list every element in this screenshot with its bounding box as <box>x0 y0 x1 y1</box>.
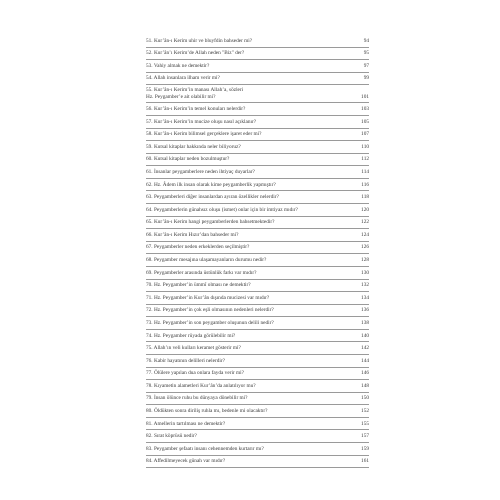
toc-entry-title <box>146 50 369 56</box>
toc-entry <box>146 254 369 267</box>
toc-entry-title <box>146 207 369 213</box>
toc-entry-title <box>146 395 369 401</box>
toc-entry-page-number: 152 <box>361 407 369 414</box>
toc-entry-title-line: 67. Peygamberler neden erkeklerden seçilmiştir? <box>146 244 250 251</box>
toc-entry-title <box>146 257 369 263</box>
toc-entry-title-line: 77. Ölülere yapılan dua onlara fayda verir mi? <box>146 370 244 377</box>
toc-entry <box>146 35 369 48</box>
toc-entry <box>146 405 369 418</box>
toc-entry-title-line: 84. Affedilmeyecek günah var mıdır? <box>146 458 226 465</box>
toc-entry <box>146 430 369 443</box>
toc-entry-page-number: 97 <box>363 62 369 69</box>
toc-entry <box>146 443 369 456</box>
toc-entry-title <box>146 358 369 364</box>
toc-entry-title <box>146 63 369 69</box>
toc-entry <box>146 280 369 293</box>
toc-entry <box>146 242 369 255</box>
toc-entry-title <box>146 169 369 175</box>
toc-entry-title <box>146 333 369 339</box>
toc-entry-page-number: 132 <box>361 282 369 289</box>
toc-entry-page-number: 144 <box>361 357 369 364</box>
toc-entry-title-line: Hz. Peygamber’e ait olabilir mi? <box>146 93 216 100</box>
toc-entry-page-number: 114 <box>361 168 369 175</box>
toc-entry-title-line: 81. Amellerin tartılması ne demektir? <box>146 420 226 427</box>
toc-entry-page-number: 103 <box>361 106 369 113</box>
toc-entry-title-line: 60. Kutsal kitaplar neden bozulmuştur? <box>146 156 230 163</box>
toc-entry <box>146 305 369 318</box>
toc-entry-title-line: 55. Kur’ân-ı Kerim’in manası Allah’a, sözleri <box>146 87 244 94</box>
toc-entry-title <box>146 119 369 125</box>
toc-entry-title-line: 59. Kutsal kitaplar hakkında neler biliyoruz? <box>146 143 241 150</box>
toc-entry <box>146 217 369 230</box>
toc-entry-title <box>146 282 369 288</box>
toc-entry-page-number: 148 <box>361 382 369 389</box>
toc-entry-title-line: 72. Hz. Peygamber’in çok eşli olmasının nedenleri nelerdir? <box>146 307 274 314</box>
toc-entry-title-line: 52. Kur’ân’ı Kerim’de Allah neden "Biz" der? <box>146 50 245 57</box>
toc-entry <box>146 85 369 103</box>
toc-entry-page-number: 122 <box>361 219 369 226</box>
toc-entry-page-number: 155 <box>361 420 369 427</box>
toc-entry-page-number: 140 <box>361 332 369 339</box>
toc-entry <box>146 129 369 142</box>
toc-entry-title <box>146 421 369 427</box>
toc-entry <box>146 317 369 330</box>
toc-entry-title-line: 66. Kur’ân-ı Kerim Hızır’dan bahseder mi? <box>146 231 239 238</box>
toc-entry-page-number: 146 <box>361 370 369 377</box>
toc-entry-title <box>146 156 369 162</box>
toc-entry-title <box>146 345 369 351</box>
toc-entry <box>146 355 369 368</box>
toc-entry-page-number: 99 <box>363 75 369 82</box>
toc-entry <box>146 116 369 129</box>
toc-entry <box>146 179 369 192</box>
toc-entry-title <box>146 38 369 44</box>
toc-entry <box>146 204 369 217</box>
toc-entry-title <box>146 75 369 81</box>
toc-entry-title <box>146 320 369 326</box>
toc-entry-page-number: 159 <box>361 445 369 452</box>
toc-entry-title <box>146 408 369 414</box>
toc-entry-page-number: 94 <box>363 37 369 44</box>
toc-entry-page-number: 136 <box>361 307 369 314</box>
toc-entry-title-line: 74. Hz. Peygamber rüyada görülebilir mi? <box>146 332 236 339</box>
toc-entry-title-line: 54. Allah insanlara ilham verir mi? <box>146 75 220 82</box>
toc-entry-title <box>146 458 369 464</box>
toc-entry <box>146 48 369 61</box>
toc-entry-title <box>146 295 369 301</box>
toc-entry-title <box>146 307 369 313</box>
toc-entry <box>146 292 369 305</box>
toc-entry-title-line: 57. Kur’ân-ı Kerim’in mucize oluşu nasıl açıklanır? <box>146 118 257 125</box>
toc-entry-title-line: 58. Kur’ân-ı Kerim bilimsel gerçeklere işaret eder mi? <box>146 131 262 138</box>
toc-entry-title <box>146 270 369 276</box>
toc-entry-page-number: 150 <box>361 395 369 402</box>
toc-entry-page-number: 126 <box>361 244 369 251</box>
toc-entry-title <box>146 383 369 389</box>
toc-entry-title-line: 73. Hz. Peygamber’in son peygamber oluşunun delili nedir? <box>146 319 274 326</box>
toc-entry-title-line: 78. Kıyametin alametleri Kur’ân’da anlatılıyor mu? <box>146 382 256 389</box>
toc-entry-title-line: 51. Kur’ân-ı Kerim uhir ve bluyfdin bahseder mi? <box>146 37 253 44</box>
toc-entry-title-line: 64. Peygamberlerin günahsız oluşu (ismet) onlar için bir imtiyaz mıdır? <box>146 206 298 213</box>
toc-entry-title-line: 71. Hz. Peygamber’in Kur’ân dışında mucizesi var mıdır? <box>146 294 270 301</box>
toc-entry <box>146 330 369 343</box>
toc-entry-title <box>146 87 369 99</box>
toc-entry <box>146 166 369 179</box>
toc-entry-page-number: 130 <box>361 269 369 276</box>
toc-entry-page-number: 128 <box>361 257 369 264</box>
toc-entry-title <box>146 182 369 188</box>
toc-entry-page-number: 157 <box>361 433 369 440</box>
toc-entry-title-line: 80. Öldükten sonra diriliş ruhla mı, bedenle mi olacaktır? <box>146 407 268 414</box>
toc-entry-title <box>146 446 369 452</box>
table-of-contents <box>146 35 369 468</box>
toc-entry-title-line: 69. Peygamberler arasında üstünlük farkı var mıdır? <box>146 269 257 276</box>
toc-entry-page-number: 138 <box>361 319 369 326</box>
toc-entry-page-number: 116 <box>361 181 369 188</box>
toc-entry-title-line: 70. Hz. Peygamber’in ümmî olması ne demektir? <box>146 282 251 289</box>
toc-entry-title-line: 82. Sırat köprüsü nedir? <box>146 433 197 440</box>
toc-entry-page-number: 105 <box>361 118 369 125</box>
toc-entry-page-number: 120 <box>361 206 369 213</box>
toc-entry-title-line: 61. İnsanlar peygamberlere neden ihtiyaç duyarlar? <box>146 168 255 175</box>
toc-entry-title <box>146 194 369 200</box>
toc-entry <box>146 141 369 154</box>
toc-entry-title <box>146 370 369 376</box>
toc-entry-title <box>146 232 369 238</box>
toc-entry-title-line: 68. Peygamber mesajına ulaşamayanların durumu nedir? <box>146 257 267 264</box>
toc-entry-title <box>146 144 369 150</box>
toc-entry-title <box>146 433 369 439</box>
toc-entry <box>146 380 369 393</box>
toc-entry-page-number: 110 <box>361 143 369 150</box>
toc-entry-title <box>146 131 369 137</box>
toc-entry <box>146 229 369 242</box>
toc-entry-page-number: 95 <box>363 50 369 57</box>
toc-entry <box>146 60 369 73</box>
toc-entry-title-line: 63. Peygamberleri diğer insanlardan ayıran özellikler nelerdir? <box>146 194 279 201</box>
toc-entry-title-line: 62. Hz. Âdem ilk insan olarak kime peygamberlik yapmıştır? <box>146 181 276 188</box>
toc-entry <box>146 73 369 86</box>
toc-entry-page-number: 134 <box>361 294 369 301</box>
toc-entry-page-number: 112 <box>361 156 369 163</box>
toc-entry-page-number: 124 <box>361 231 369 238</box>
toc-entry-page-number: 142 <box>361 345 369 352</box>
toc-entry <box>146 456 369 469</box>
toc-entry <box>146 368 369 381</box>
toc-entry-title <box>146 106 369 112</box>
toc-entry-title-line: 75. Allah’ın veli kulları keramet gösterir mi? <box>146 345 241 352</box>
toc-entry-title <box>146 219 369 225</box>
toc-entry-page-number: 118 <box>361 194 369 201</box>
toc-entry-page-number: 107 <box>361 131 369 138</box>
toc-entry-page-number: 101 <box>361 93 369 100</box>
toc-entry-page-number: 161 <box>361 458 369 465</box>
toc-entry <box>146 103 369 116</box>
toc-entry <box>146 418 369 431</box>
toc-entry <box>146 393 369 406</box>
toc-entry <box>146 342 369 355</box>
toc-entry <box>146 191 369 204</box>
toc-entry-title-line: 76. Kabir hayatının delilleri nelerdir? <box>146 357 225 364</box>
toc-entry-title-line: 56. Kur’ân-ı Kerim’in temel konuları nelerdir? <box>146 106 246 113</box>
toc-entry-title-line: 65. Kur’ân-ı Kerim hangi peygamberlerden bahsetmektedir? <box>146 219 275 226</box>
toc-entry-title-line: 53. Vahiy almak ne demektir? <box>146 62 210 69</box>
toc-entry-title <box>146 244 369 250</box>
toc-entry-title-line: 83. Peygamber şefaatı insanı cehennemden kurtarır mı? <box>146 445 264 452</box>
toc-entry <box>146 267 369 280</box>
toc-entry <box>146 154 369 167</box>
toc-entry-title-line: 79. İnsan ölünce ruhu bu dünyaya dönebilir mi? <box>146 395 248 402</box>
